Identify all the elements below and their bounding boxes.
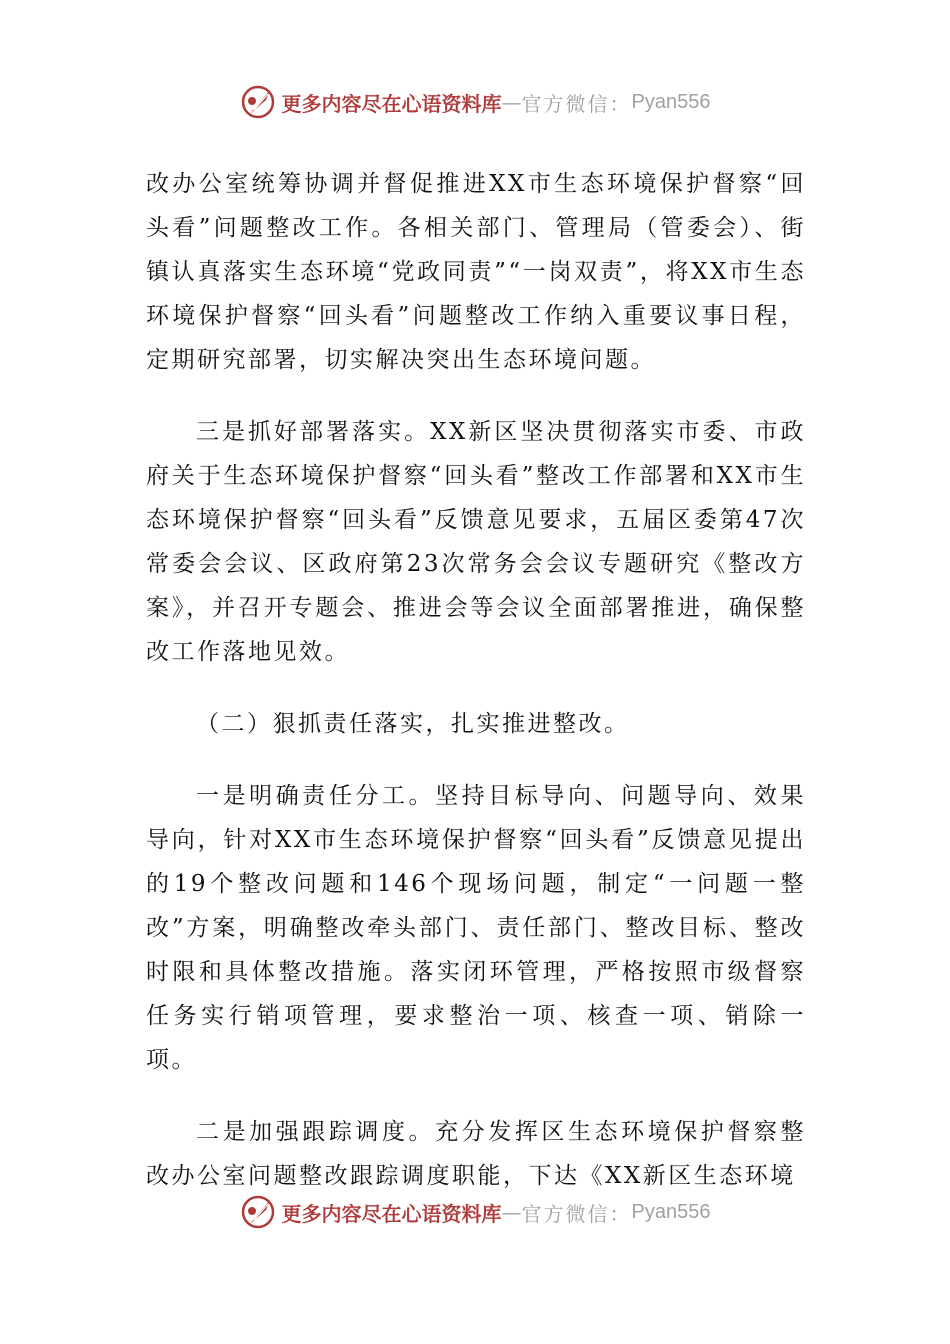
paragraph-responsibility: 一是明确责任分工。坚持目标导向、问题导向、效果导向，针对XX市生态环境保护督察“回头看”反馈意见提出的19个整改问题和146个现场问题，制定“一问题一整改”方案，明确整改牵头部门、责任部门、整改目标、整改时限和具体整改措施。落实闭环管理，严格按照市级督察任务实行销项管理，要求整治一项、核查一项、销除一项。 xyxy=(146,783,806,1073)
quill-logo-icon xyxy=(240,1194,276,1230)
paragraph-deployment: 三是抓好部署落实。XX新区坚决贯彻落实市委、市政府关于生态环境保护督察“回头看”整改工作部署和XX市生态环境保护督察“回头看”反馈意见要求，五届区委第47次常委会会议、区政府第23次常务会会议专题研究《整改方案》，并召开专题会、推进会等会议全面部署推进，确保整改工作落地见效。 xyxy=(146,419,806,665)
banner-dash: — xyxy=(501,90,522,114)
paragraph-continuation: 改办公室统筹协调并督促推进XX市生态环境保护督察“回头看”问题整改工作。各相关部门、管理局（管委会）、街镇认真落实生态环境“党政同责”“一岗双责”，将XX市生态环境保护督察“回头看”问题整改工作纳入重要议事日程，定期研究部署，切实解决突出生态环境问题。 xyxy=(146,171,806,373)
footer-banner xyxy=(0,1192,950,1232)
banner-main-text: 更多内容尽在心语资料库 xyxy=(281,91,502,116)
header-banner xyxy=(0,82,950,122)
banner-wechat-id: Pyan556 xyxy=(631,90,711,113)
banner-wechat-label: 官方微信： xyxy=(521,1201,632,1226)
document-body xyxy=(146,162,806,1226)
banner-dash: — xyxy=(501,1200,522,1224)
banner-wechat-label: 官方微信： xyxy=(521,91,632,116)
banner-wechat-id: Pyan556 xyxy=(631,1200,711,1223)
section-heading: （二）狠抓责任落实，扎实推进整改。 xyxy=(196,711,630,737)
quill-logo-icon xyxy=(240,84,276,120)
paragraph-tracking: 二是加强跟踪调度。充分发挥区生态环境保护督察整改办公室问题整改跟踪调度职能，下达《XX新区生态环境 xyxy=(146,1119,806,1189)
banner-main-text: 更多内容尽在心语资料库 xyxy=(281,1201,502,1226)
